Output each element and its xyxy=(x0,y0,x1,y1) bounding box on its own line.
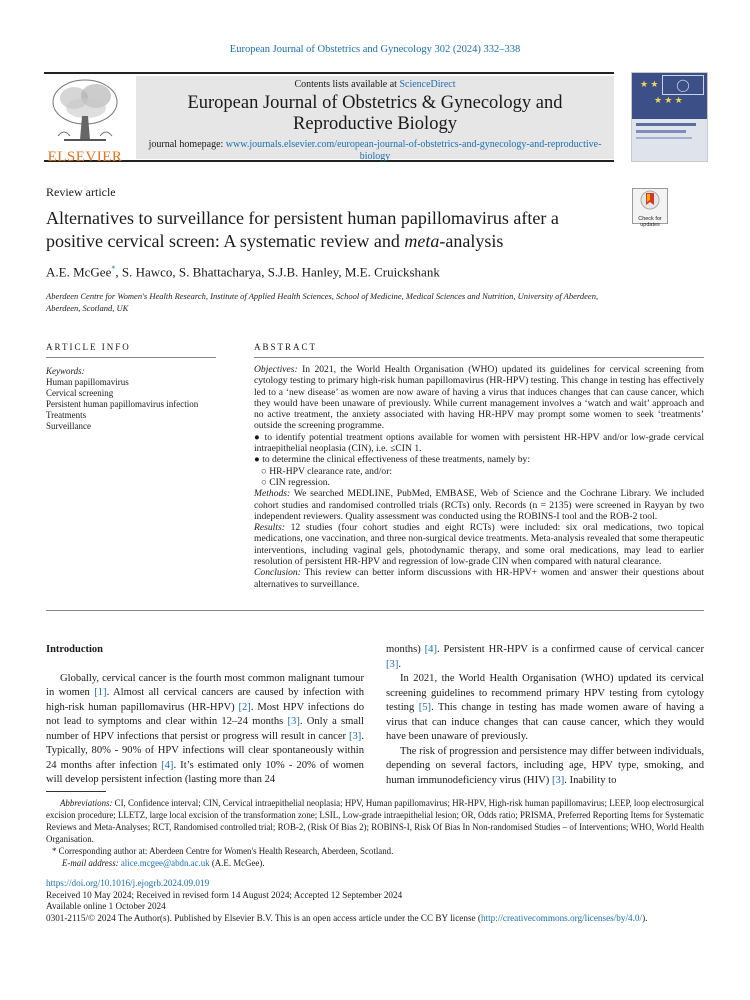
title-main: Alternatives to surveillance for persistent human papillomavirus after a positive cervical screen: A systematic review and xyxy=(46,208,559,251)
email-suffix: (A.E. McGee). xyxy=(209,858,265,868)
abstract-methods xyxy=(254,488,704,522)
body-right-column xyxy=(386,643,704,788)
journal-cover-image[interactable] xyxy=(631,72,708,162)
license-line: 0301-2115/© 2024 The Author(s). Published by Elsevier B.V. This is an open access article under the CC BY license (http://creativecommons.org/licenses/by/4.0/). xyxy=(46,912,648,923)
body-left-column xyxy=(46,643,364,788)
title-end: -analysis xyxy=(439,231,504,251)
doi-link[interactable]: https://doi.org/10.1016/j.ejogrb.2024.09.019 xyxy=(46,878,210,888)
corresponding-mark[interactable]: * xyxy=(111,264,116,273)
check-for-updates-label: Check for updates xyxy=(638,216,662,228)
title-italic: meta xyxy=(404,231,440,251)
citation-link[interactable]: [1] xyxy=(94,687,107,698)
author[interactable]: A.E. McGee xyxy=(46,264,112,280)
intro-paragraph-2: In 2021, the World Health Organisation (WHO) updated its cervical screening guidelines to recommend primary HPV testing from cytology testing [5]. This change in testing has made women aware of having a virus that can induce changes that can cause cancer, which they would have been unaware of previously. xyxy=(386,673,704,742)
contents-line xyxy=(136,79,614,90)
citation-link[interactable]: [3] xyxy=(287,716,300,727)
abstract-subbullet: ○ CIN regression. xyxy=(261,476,330,488)
license-link[interactable]: http://creativecommons.org/licenses/by/4.0/ xyxy=(480,912,643,923)
footnote-rule xyxy=(46,791,106,792)
conclusion-text: This review can better inform discussions with HR-HPV+ women and answer their questions about alternatives to surveillance. xyxy=(254,567,704,590)
methods-label: Methods: xyxy=(254,488,291,500)
journal-homepage xyxy=(140,139,610,163)
author[interactable]: S. Hawco xyxy=(121,264,173,280)
contents-prefix: Contents lists available at xyxy=(294,79,400,90)
corresponding-footnote: * Corresponding author at: Aberdeen Centre for Women's Health Research, Aberdeen, Scotland. xyxy=(52,846,394,856)
abstract-results xyxy=(254,522,704,567)
intro-paragraph-3: The risk of progression and persistence may differ between individuals, depending on several factors, including age, HPV type, smoking, and human immunodeficiency virus (HIV) [3]. Inability to xyxy=(386,745,704,786)
abbreviations-footnote xyxy=(46,797,704,845)
star-icon: ★ ★ ★ xyxy=(654,95,683,105)
header-rule-top xyxy=(44,72,614,74)
front-matter-rule xyxy=(46,610,704,611)
abbreviations-text: CI, Confidence interval; CIN, Cervical intraepithelial neoplasia; HPV, Human papillomavirus; HR-HPV, High-risk human papillomavirus; LEEP, loop electrosurgical excision procedure; LLETZ, large local excision of the transformation zone; LSIL, Low-grade intraepithelial lesion; OR, Odds ratio; PRISMA, Preferred Reporting Items for Systematic Reviews and Meta-Analyses; RCT, Randomised controlled trial; ROB-2, (Risk Of Bias 2); ROBINS-I, Risk Of Bias In Non-randomised Studies – of Interventions; WHO, World Health Organisation. xyxy=(46,798,704,844)
keyword: Human papillomavirus xyxy=(46,377,129,387)
online-date: Available online 1 October 2024 xyxy=(46,901,166,911)
article-info-heading: ARTICLE INFO xyxy=(46,342,131,352)
keyword: Cervical screening xyxy=(46,388,114,398)
results-text: 12 studies (four cohort studies and eight RCTs) were included: six oral medications, two topical medications, one vaccination, and three non-surgical device treatments. Meta-analysis revealed that some therapeutic interventions, including vaginal gels, photodynamic therapy, and some oral medications, may lead to earlier resolution of persistent HR-HPV and regression of low-grade CIN when compared with natural clearance. xyxy=(254,522,704,568)
citation-link[interactable]: [3] xyxy=(551,774,565,786)
journal-title-line1: European Journal of Obstetrics & Gynecology and xyxy=(187,93,563,113)
citation-link[interactable]: [3] xyxy=(348,730,362,742)
homepage-link[interactable]: www.journals.elsevier.com/european-journal-of-obstetrics-and-gynecology-and-reproductive-biology xyxy=(225,139,602,162)
received-dates: Received 10 May 2024; Received in revised form 14 August 2024; Accepted 12 September 2024 xyxy=(46,889,403,900)
citation-link[interactable]: [4] xyxy=(424,644,437,655)
article-type: Review article xyxy=(46,185,116,199)
sciencedirect-link[interactable]: ScienceDirect xyxy=(399,79,456,90)
article-title xyxy=(46,207,616,253)
citation-link[interactable]: [2] xyxy=(238,701,251,713)
abbreviations-label: Abbreviations: xyxy=(60,798,113,808)
author-list: A.E. McGee*, S. Hawco, S. Bhattacharya, S.J.B. Hanley, M.E. Cruickshank xyxy=(46,264,440,280)
abstract-bullet: ● to determine the clinical effectiveness of these treatments, namely by: xyxy=(254,454,531,466)
citation-link[interactable]: [4] xyxy=(161,759,174,771)
abstract-bullet: ● to identify potential treatment options available for women with persistent HR-HPV and/or low-grade cervical intraepithelial neoplasia (CIN), i.e. ≤CIN 1. xyxy=(254,431,704,455)
keyword: Persistent human papillomavirus infection xyxy=(46,399,199,409)
journal-reference[interactable]: European Journal of Obstetrics and Gynecology 302 (2024) 332–338 xyxy=(229,44,521,55)
abstract-objectives xyxy=(254,364,704,432)
abstract-conclusion xyxy=(254,567,704,590)
abstract-heading: ABSTRACT xyxy=(254,342,318,352)
email-footnote xyxy=(46,857,704,869)
bookmark-icon xyxy=(633,189,667,211)
keywords-block xyxy=(46,366,198,432)
article-info-rule xyxy=(46,357,216,358)
introduction-heading: Introduction xyxy=(46,644,103,655)
citation-link[interactable]: [3] xyxy=(386,658,399,670)
star-icon: ★ ★ xyxy=(640,79,659,89)
homepage-prefix: journal homepage: xyxy=(148,139,226,150)
keyword: Surveillance xyxy=(46,421,91,431)
keywords-label: Keywords: xyxy=(46,366,85,376)
elsevier-logo[interactable] xyxy=(44,76,126,165)
intro-continuation: months) [4]. Persistent HR-HPV is a confirmed cause of cervical cancer [3]. xyxy=(386,644,705,670)
abstract-subbullet: ○ HR-HPV clearance rate, and/or: xyxy=(261,465,393,477)
objectives-label: Objectives: xyxy=(254,364,298,375)
keyword: Treatments xyxy=(46,410,87,420)
cover-emblem: ◯ xyxy=(662,75,704,95)
footnotes xyxy=(46,797,704,869)
publisher-wordmark: ELSEVIER xyxy=(47,149,123,165)
abstract-rule xyxy=(254,357,704,358)
objectives-text: In 2021, the World Health Organisation (WHO) updated its guidelines for cervical screening from cytology testing to primary high-risk human papillomavirus (HR-HPV) testing. This change in testing has effectively led to a ‘new disease’ as women are now aware of having a virus that induces changes that can cause cancer, which they would have been unaware of previously. While current management involves a ‘watch and wait’ approach and no active treatment, the anxiety associated with having HR-HPV may prompt some women to seek ‘treatments’ outside the screening programme. xyxy=(254,364,704,432)
abstract-body xyxy=(254,364,704,590)
conclusion-label: Conclusion: xyxy=(254,567,301,579)
citation-link[interactable]: [5] xyxy=(418,702,432,713)
journal-title xyxy=(136,93,614,135)
intro-paragraph-1: Globally, cervical cancer is the fourth most common malignant tumour in women [1]. Almost all cervical cancers are caused by infection with high-risk human papillomavirus (HR-HPV) [2]. Most HPV infections do not lead to symptoms and clear within 12–24 months [3]. Only a small number of HPV infections that persist or progress will result in cancer [3]. Typically, 80% - 90% of HPV infections will clear spontaneously within 24 months after infection [4]. It’s estimated only 10% - 20% of women will develop persistent infection (lasting more than 24 xyxy=(46,672,364,785)
results-label: Results: xyxy=(254,522,285,534)
article-metadata xyxy=(46,878,706,924)
check-for-updates-badge[interactable] xyxy=(632,188,668,228)
affiliation: Aberdeen Centre for Women's Health Research, Institute of Applied Health Sciences, School of Medicine, Medical Sciences and Nutrition, University of Aberdeen, Aberdeen, Scotland, UK xyxy=(46,291,599,313)
email-label: E-mail address: xyxy=(62,858,119,868)
author[interactable]: M.E. Cruickshank xyxy=(344,264,440,280)
journal-title-line2: Reproductive Biology xyxy=(293,114,457,134)
author[interactable]: S. Bhattacharya xyxy=(178,264,262,280)
methods-text: We searched MEDLINE, PubMed, EMBASE, Web of Science and the Cochrane Library. We included cohort studies and randomised controlled trials (RCTs) only. Records (n = 2135) were screened in Rayyan by two independent reviewers. Quality assessment was conducted using the ROBINS-I tool and the ROB-2 tool. xyxy=(254,488,704,522)
email-link[interactable]: alice.mcgee@abdn.ac.uk xyxy=(120,858,210,868)
elsevier-tree-icon xyxy=(44,76,126,146)
journal-banner xyxy=(136,76,614,162)
author[interactable]: S.J.B. Hanley xyxy=(267,264,339,280)
